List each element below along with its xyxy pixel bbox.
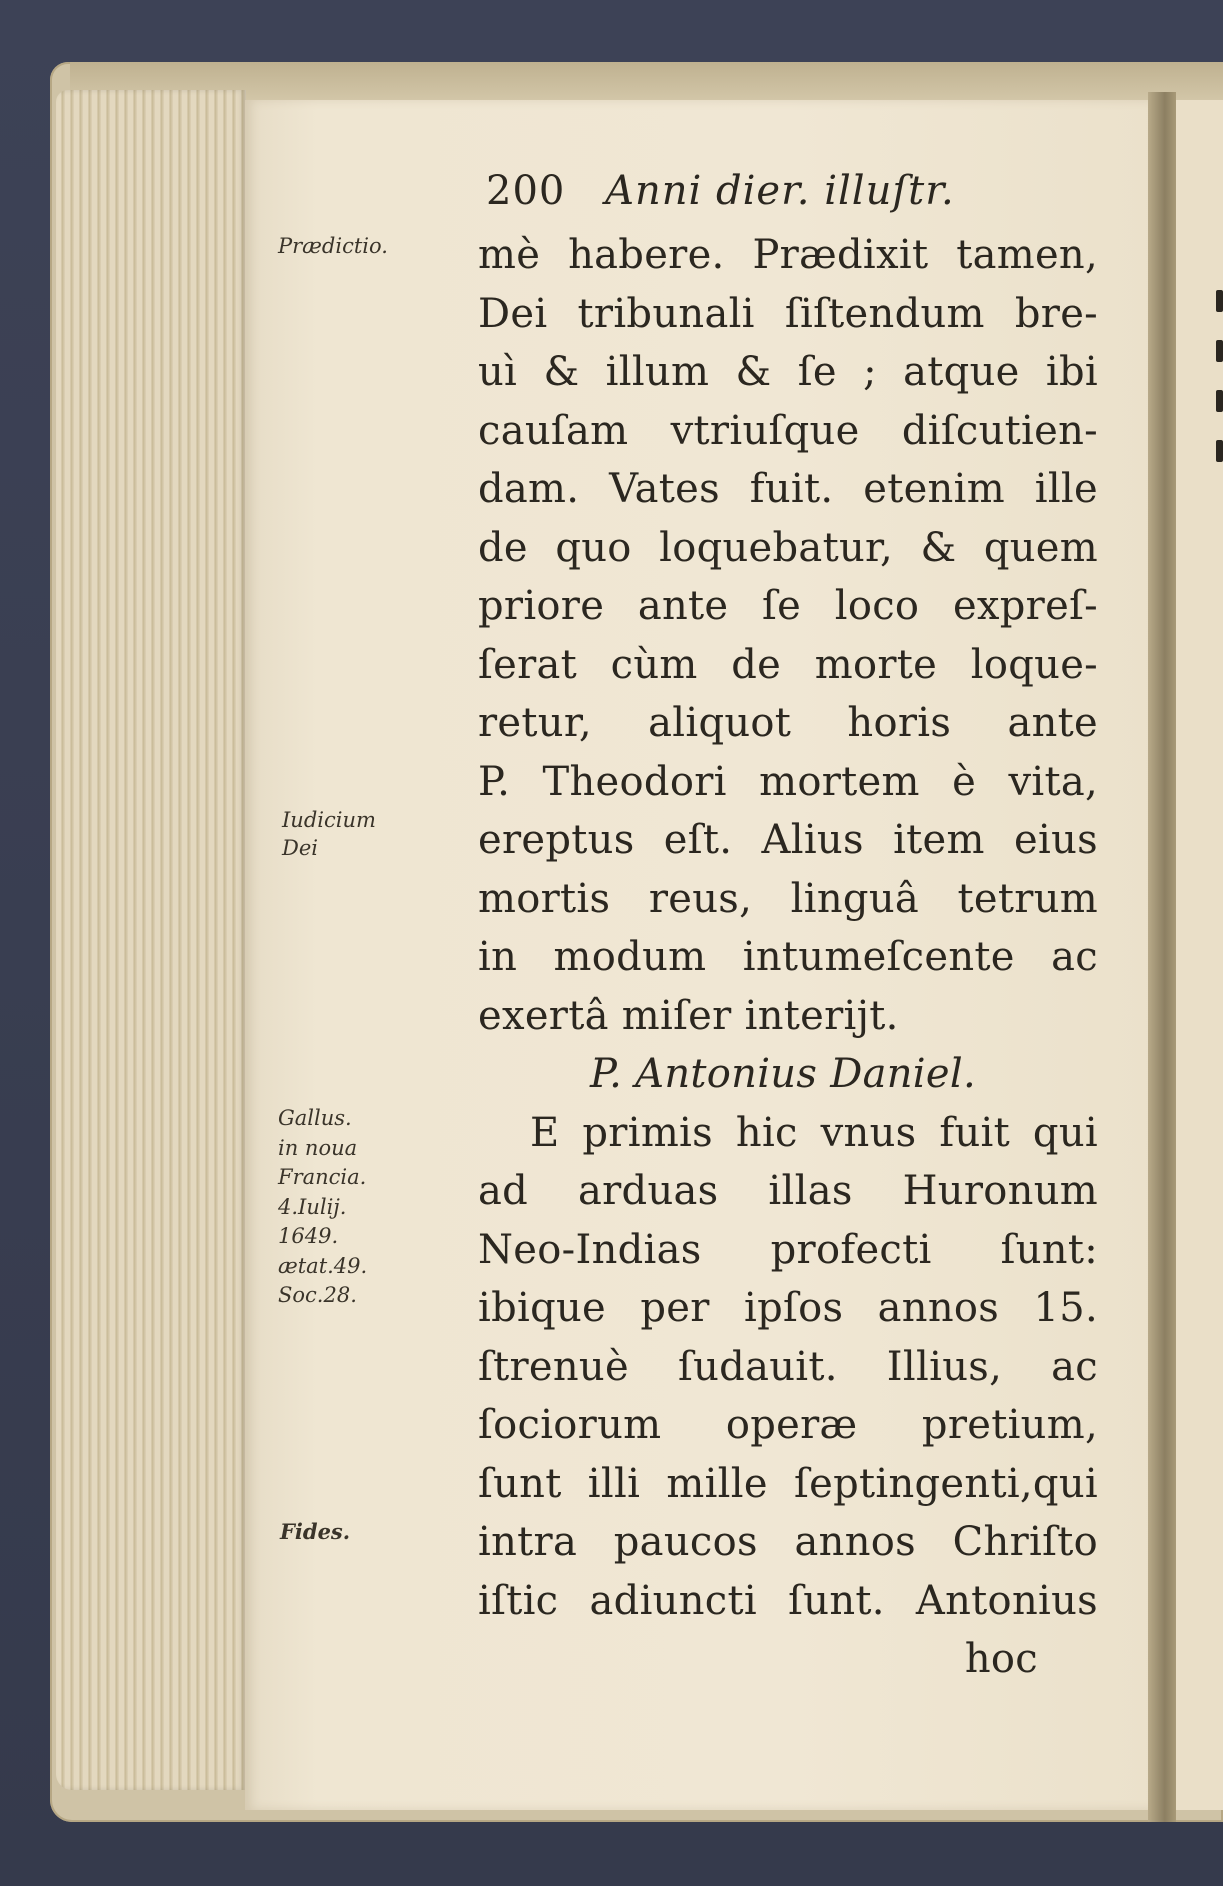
body-line: priore ante ſe loco expreſ- (478, 583, 1098, 629)
margin-note-line: Soc.28. (278, 1283, 357, 1307)
body-line: mè habere. Prædixit tamen, (478, 232, 1098, 278)
body-line: iſtic adiuncti ſunt. Antonius (478, 1577, 1098, 1624)
margin-note-line: in noua (278, 1135, 358, 1160)
margin-note-line: ætat.49. (278, 1253, 368, 1278)
margin-note-iudicium (282, 806, 376, 862)
body-line: E primis hic vnus fuit qui (530, 1109, 1098, 1156)
body-line: ibique per ipſos annos 15. (478, 1285, 1098, 1331)
margin-note-line: Dei (282, 836, 318, 860)
margin-note-praedictio: Prædictio. (278, 234, 388, 258)
body-line: ſtrenuè ſudauit. Illius, ac (478, 1343, 1098, 1390)
body-line: P. Theodori mortem è vita, (478, 758, 1098, 805)
body-line: mortis reus, linguâ tetrum (478, 875, 1098, 922)
body-line: ſociorum operæ pretium, (478, 1402, 1098, 1448)
body-line: Neo-Indias profecti ſunt: (478, 1226, 1098, 1273)
body-line: cauſam vtriuſque diſcutien- (478, 407, 1098, 454)
facing-page-glyph (1216, 340, 1223, 362)
catchword: hoc (964, 1636, 1038, 1682)
margin-note-line: Gallus. (278, 1106, 352, 1130)
facing-page-edge (1176, 100, 1223, 1810)
margin-note-line: Iudicium (282, 808, 376, 832)
body-line: ad arduas illas Huronum (478, 1168, 1098, 1214)
body-line: retur, aliquot horis ante (478, 700, 1098, 746)
facing-page-glyph (1216, 390, 1223, 412)
body-line: Dei tribunali ſiſtendum bre- (478, 290, 1098, 337)
facing-page-glyph (1216, 440, 1223, 462)
running-header (486, 168, 955, 214)
body-text (478, 226, 1098, 1689)
body-line: uì & illum & ſe ; atque ibi (478, 349, 1098, 395)
body-line: dam. Vates fuit. etenim ille (478, 466, 1098, 512)
margin-note-gallus (278, 1104, 367, 1311)
body-line: ereptus eſt. Alius item eius (478, 817, 1098, 863)
section-heading: P. Antonius Daniel. (590, 1051, 976, 1097)
running-title: Anni dier. illuſtr. (605, 168, 955, 214)
facing-page-glyph (1216, 290, 1223, 312)
page-fore-edge (56, 90, 246, 1790)
body-line: exertâ miſer interijt. (478, 992, 899, 1039)
margin-note-line: 4.Iulij. (278, 1194, 347, 1219)
margin-note-fides: Fides. (280, 1519, 351, 1544)
page-number: 200 (486, 168, 566, 214)
body-line: ſerat cùm de morte loque- (478, 641, 1098, 688)
body-line: intra paucos annos Chriſto (478, 1519, 1098, 1565)
body-line: ſunt illi mille ſeptingenti,qui (478, 1460, 1098, 1507)
margin-note-line: 1649. (278, 1224, 339, 1248)
margin-note-line: Francia. (278, 1165, 367, 1189)
book-gutter (1148, 92, 1176, 1822)
body-line: in modum intumeſcente ac (478, 934, 1098, 980)
body-line: de quo loquebatur, & quem (478, 524, 1098, 571)
